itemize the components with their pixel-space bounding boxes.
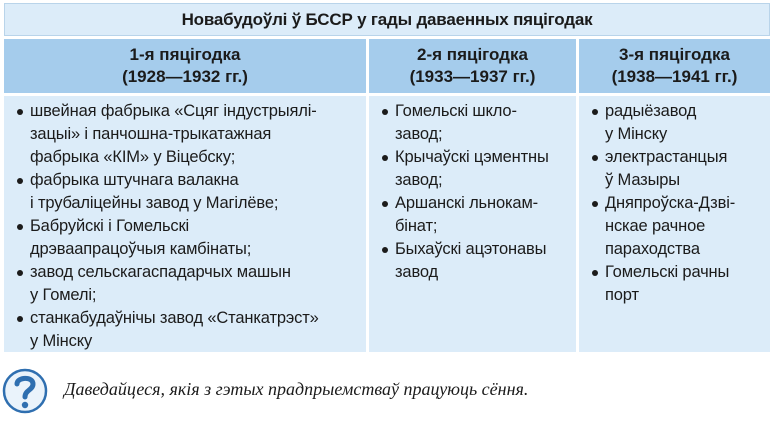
list-item — [14, 169, 360, 215]
list-item-line: электрастанцыя — [605, 148, 728, 166]
table-title: Новабудоўлі ў БССР у гады даваенных пяцігодак — [4, 3, 770, 36]
list-item — [379, 146, 570, 192]
header-second-plan-name: 2-я пяцігодка — [417, 45, 528, 64]
first-plan-cell — [4, 96, 366, 352]
header-first-plan-years: (1928—1932 гг.) — [122, 67, 248, 86]
header-second-plan-years: (1933—1937 гг.) — [409, 67, 536, 86]
second-plan-list — [379, 100, 570, 284]
list-item — [14, 261, 360, 307]
list-item-line: фабрыка штучнага валакна — [30, 171, 239, 189]
list-item — [14, 215, 360, 261]
first-plan-list — [14, 100, 360, 353]
header-first-plan-name: 1-я пяцігодка — [129, 45, 241, 64]
header-third-plan — [579, 39, 770, 93]
list-item — [379, 192, 570, 238]
question-block — [0, 367, 774, 417]
list-item-line: дрэваапрацоўчыя камбінаты; — [30, 240, 252, 258]
header-first-plan — [4, 39, 366, 93]
list-item-line: завод; — [395, 125, 443, 143]
list-item-line: Бабруйскі і Гомельскі — [30, 217, 190, 235]
list-item-line: у Мінску — [30, 332, 93, 350]
list-item-line: станкабудаўнічы завод «Станкатрэст» — [30, 309, 319, 327]
list-item-line: Гомельскі рачны — [605, 263, 730, 281]
list-item-line: бінат; — [395, 217, 438, 235]
list-item-line: порт — [605, 286, 639, 304]
list-item — [14, 307, 360, 353]
list-item-line: Аршанскі льнокам- — [395, 194, 538, 212]
list-item-line: нскае рачное — [605, 217, 706, 235]
list-item-line: завод; — [395, 171, 443, 189]
header-third-plan-name: 3-я пяцігодка — [619, 45, 730, 64]
second-plan-cell — [369, 96, 576, 352]
list-item-line: Дняпроўска-Дзві- — [605, 194, 736, 212]
list-item-line: у Мінску — [605, 125, 668, 143]
list-item-line: зацыі» і панчошна-трыкатажная — [30, 125, 272, 143]
list-item-line: завод — [395, 263, 439, 281]
list-item — [379, 100, 570, 146]
list-item-line: у Гомелі; — [30, 286, 97, 304]
third-plan-cell — [579, 96, 770, 352]
list-item-line: фабрыка «КІМ» у Віцебску; — [30, 148, 236, 166]
list-item-line: Гомельскі шкло- — [395, 102, 517, 120]
list-item — [589, 100, 764, 146]
list-item-line: параходства — [605, 240, 700, 258]
list-item-line: і трубаліцейны завод у Магілёве; — [30, 194, 279, 212]
list-item-line: ў Мазыры — [605, 171, 681, 189]
five-year-plans-table — [4, 3, 770, 352]
list-item — [589, 146, 764, 192]
table-body-row — [4, 96, 770, 352]
list-item — [379, 238, 570, 284]
question-text: Даведайцеся, якія з гэтых прадпрыемстваў працуюць сёння. — [64, 379, 529, 399]
list-item — [589, 192, 764, 261]
header-third-plan-years: (1938—1941 гг.) — [611, 67, 738, 86]
list-item-line: Быхаўскі ацэтонавы — [395, 240, 547, 258]
table-header-row — [4, 39, 770, 93]
list-item-line: швейная фабрыка «Сцяг індустрыялі- — [30, 102, 317, 120]
list-item — [589, 261, 764, 307]
list-item-line: радыёзавод — [605, 102, 697, 120]
list-item-line: Крычаўскі цэментны — [395, 148, 549, 166]
list-item — [14, 100, 360, 169]
header-second-plan — [369, 39, 576, 93]
question-mark-icon — [2, 367, 48, 415]
third-plan-list — [589, 100, 764, 307]
list-item-line: завод сельскагаспадарчых машын — [30, 263, 291, 281]
